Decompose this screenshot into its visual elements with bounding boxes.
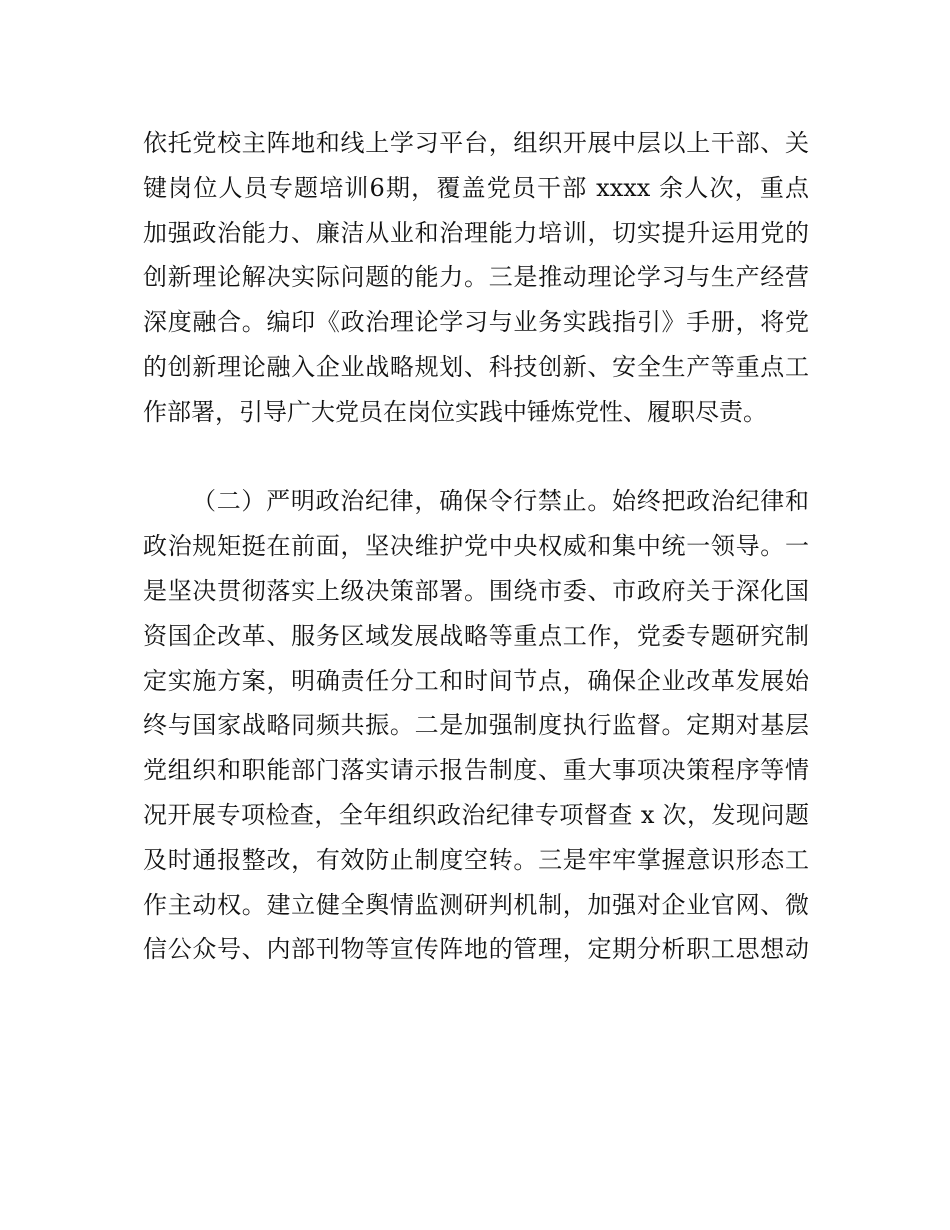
text-line: 作主动权。建立健全舆情监测研判机制，加强对企业官网、微 [143,890,809,919]
text-line: 键岗位人员专题培训6期，覆盖党员干部 xxxx 余人次，重点 [143,173,809,202]
document-page [143,121,809,972]
text-line: 的创新理论融入企业战略规划、科技创新、安全生产等重点工 [143,352,809,381]
text-line: 是坚决贯彻落实上级决策部署。围绕市委、市政府关于深化国 [143,576,809,605]
text-line: 况开展专项检查，全年组织政治纪律专项督查 x 次，发现问题 [143,800,809,829]
paragraph-2 [143,479,809,972]
text-line: 创新理论解决实际问题的能力。三是推动理论学习与生产经营 [143,263,809,292]
section-heading-line: （二）严明政治纪律，确保令行禁止。始终把政治纪律和 [192,487,809,516]
text-line: 及时通报整改，有效防止制度空转。三是牢牢掌握意识形态工 [143,845,809,874]
text-line: 深度融合。编印《政治理论学习与业务实践指引》手册，将党 [143,308,809,337]
text-line: 资国企改革、服务区域发展战略等重点工作，党委专题研究制 [143,621,809,650]
text-line: 作部署，引导广大党员在岗位实践中锤炼党性、履职尽责。 [143,397,767,426]
text-line: 信公众号、内部刊物等宣传阵地的管理，定期分析职工思想动 [143,935,809,964]
text-line: 党组织和职能部门落实请示报告制度、重大事项决策程序等情 [143,756,809,785]
paragraph-gap [143,435,809,480]
text-line: 定实施方案，明确责任分工和时间节点，确保企业改革发展始 [143,666,809,695]
text-line: 加强政治能力、廉洁从业和治理能力培训，切实提升运用党的 [143,218,809,247]
text-line: 终与国家战略同频共振。二是加强制度执行监督。定期对基层 [143,711,809,740]
paragraph-1 [143,121,809,435]
text-line: 依托党校主阵地和线上学习平台，组织开展中层以上干部、关 [143,129,809,157]
text-line: 政治规矩挺在前面，坚决维护党中央权威和集中统一领导。一 [143,532,809,561]
